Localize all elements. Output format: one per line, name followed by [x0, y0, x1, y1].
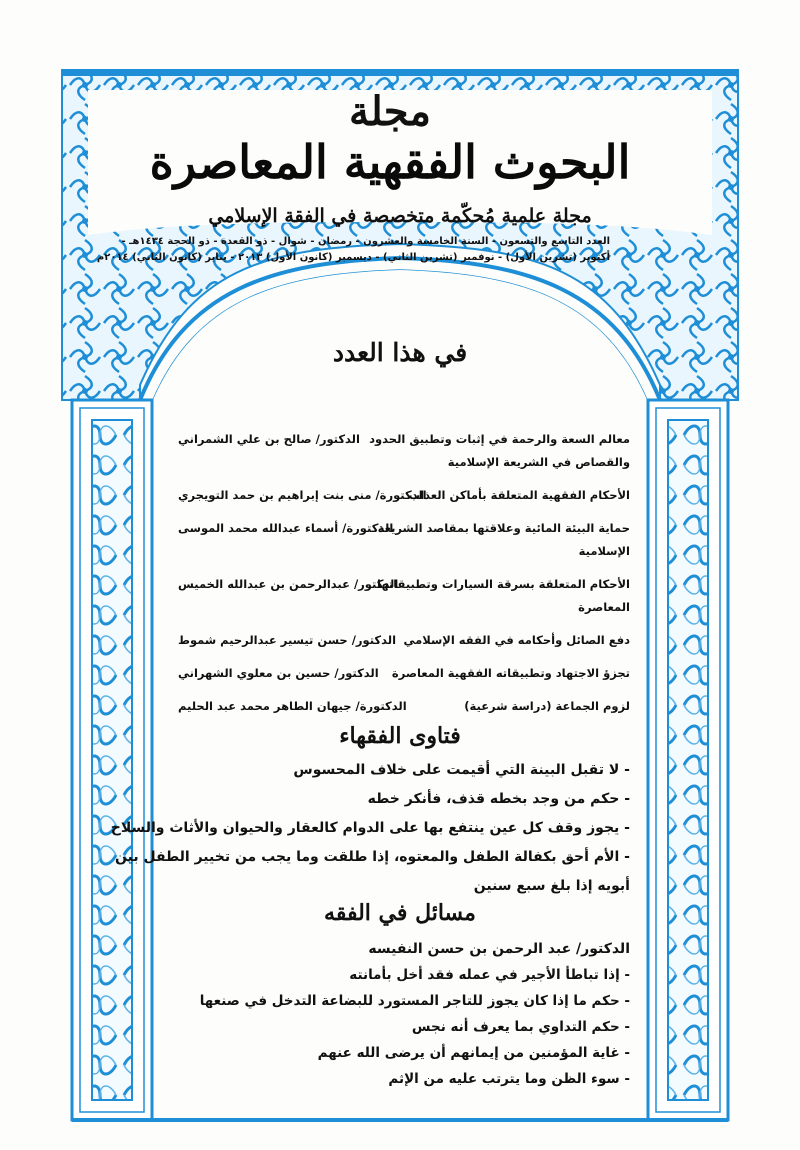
masail-list	[178, 936, 630, 1092]
toc-entry	[178, 662, 630, 685]
in-this-issue-heading: في هذا العدد	[332, 338, 468, 367]
toc-continuation	[178, 451, 630, 474]
fatawa-heading: فتاوى الفقهاء	[339, 723, 461, 749]
toc-author: الدكتور/ صالح بن علي الشمراني	[178, 432, 360, 446]
toc-topic-continuation: الإسلامية	[578, 544, 630, 558]
toc-author: الدكتورة/ جيهان الطاهر محمد عبد الحليم	[178, 699, 407, 713]
toc-topic: تجزؤ الاجتهاد وتطبيقاته الفقهية المعاصرة	[391, 666, 630, 680]
list-item: - غاية المؤمنين من إيمانهم أن يرضى الله عنهم	[317, 1045, 630, 1061]
toc-entry	[178, 629, 630, 652]
masail-heading: مسائل في الفقه	[324, 900, 476, 926]
list-item: - سوء الظن وما يترتب عليه من الإثم	[388, 1071, 630, 1087]
fatawa-list	[110, 756, 630, 901]
toc-entry	[178, 695, 630, 718]
list-item: - إذا تباطأ الأجير في عمله فقد أخل بأمانته	[349, 967, 630, 983]
toc-entry	[178, 484, 630, 507]
journal-subtitle: مجلة علمية مُحكّمة متخصصة في الفقة الإسلامي	[208, 205, 592, 227]
toc-topic: الأحكام المتعلقة بسرقة السيارات وتطبيقاتها	[377, 577, 630, 591]
toc-author: الدكتور/ حسين بن معلوي الشهراني	[178, 666, 379, 680]
toc-topic: الأحكام الفقهية المتعلقة بأماكن العذاب	[408, 488, 630, 502]
toc-continuation	[178, 596, 630, 619]
list-item: - حكم ما إذا كان يجوز للتاجر المستورد للبضاعة التدخل في صنعها	[199, 993, 630, 1009]
toc-author: الدكتورة/ منى بنت إبراهيم بن حمد التويجري	[178, 488, 427, 502]
toc-continuation	[178, 540, 630, 563]
journal-title: البحوث الفقهية المعاصرة	[149, 135, 631, 189]
list-item: - لا تقبل البينة التي أقيمت على خلاف المحسوس	[293, 762, 630, 778]
toc-topic: لزوم الجماعة (دراسة شرعية)	[464, 699, 630, 713]
toc-topic: معالم السعة والرحمة في إثبات وتطبيق الحدود	[369, 432, 630, 446]
toc-topic: دفع الصائل وأحكامه في الفقه الإسلامي	[403, 633, 630, 647]
toc-topic-continuation: المعاصرة	[578, 600, 630, 614]
list-item: - الأم أحق بكفالة الطفل والمعتوه، إذا طلقت وما يجب من تخيير الطفل بين	[115, 849, 630, 865]
toc-entry	[178, 573, 630, 596]
toc-topic-continuation: والقصاص في الشريعة الإسلامية	[447, 455, 630, 469]
toc-topic: حماية البيئة المائية وعلاقتها بمقاصد الشريعة	[377, 521, 630, 535]
issue-date-line: أكتوبر (تشرين الأول) - نوفمبر (تشرين الثاني) - ديسمبر (كانون الأول) ٢٠١٣ - يناير (كانون الثاني) ٢٠١٤م	[96, 252, 610, 263]
list-item: - يجوز وقف كل عين ينتفع بها على الدوام كالعقار والحيوان والأثاث والسلاح	[110, 820, 630, 836]
magazine-label: مجلة	[349, 88, 431, 135]
issue-info-line: العدد التاسع والتسعون - السنة الخامسة والعشرون - رمضان - شوال - ذو القعدة - ذو الحجة ١٤٣٤هـ -	[121, 236, 610, 247]
list-item: - حكم من وجد بخطه قذف، فأنكر خطه	[367, 791, 630, 807]
masail-author: الدكتور/ عبد الرحمن بن حسن النفيسه	[368, 941, 630, 957]
toc-entry	[178, 517, 630, 540]
toc-author: الدكتور/ حسن تيسير عبدالرحيم شموط	[178, 633, 397, 647]
table-of-contents	[178, 428, 630, 718]
toc-author: الدكتور/ عبدالرحمن بن عبدالله الخميس	[178, 577, 399, 591]
toc-entry	[178, 428, 630, 451]
list-item: - حكم التداوي بما يعرف أنه نجس	[411, 1019, 630, 1035]
list-item: أبويه إذا بلغ سبع سنين	[473, 878, 630, 894]
toc-author: الدكتورة/ أسماء عبدالله محمد الموسى	[178, 521, 394, 535]
